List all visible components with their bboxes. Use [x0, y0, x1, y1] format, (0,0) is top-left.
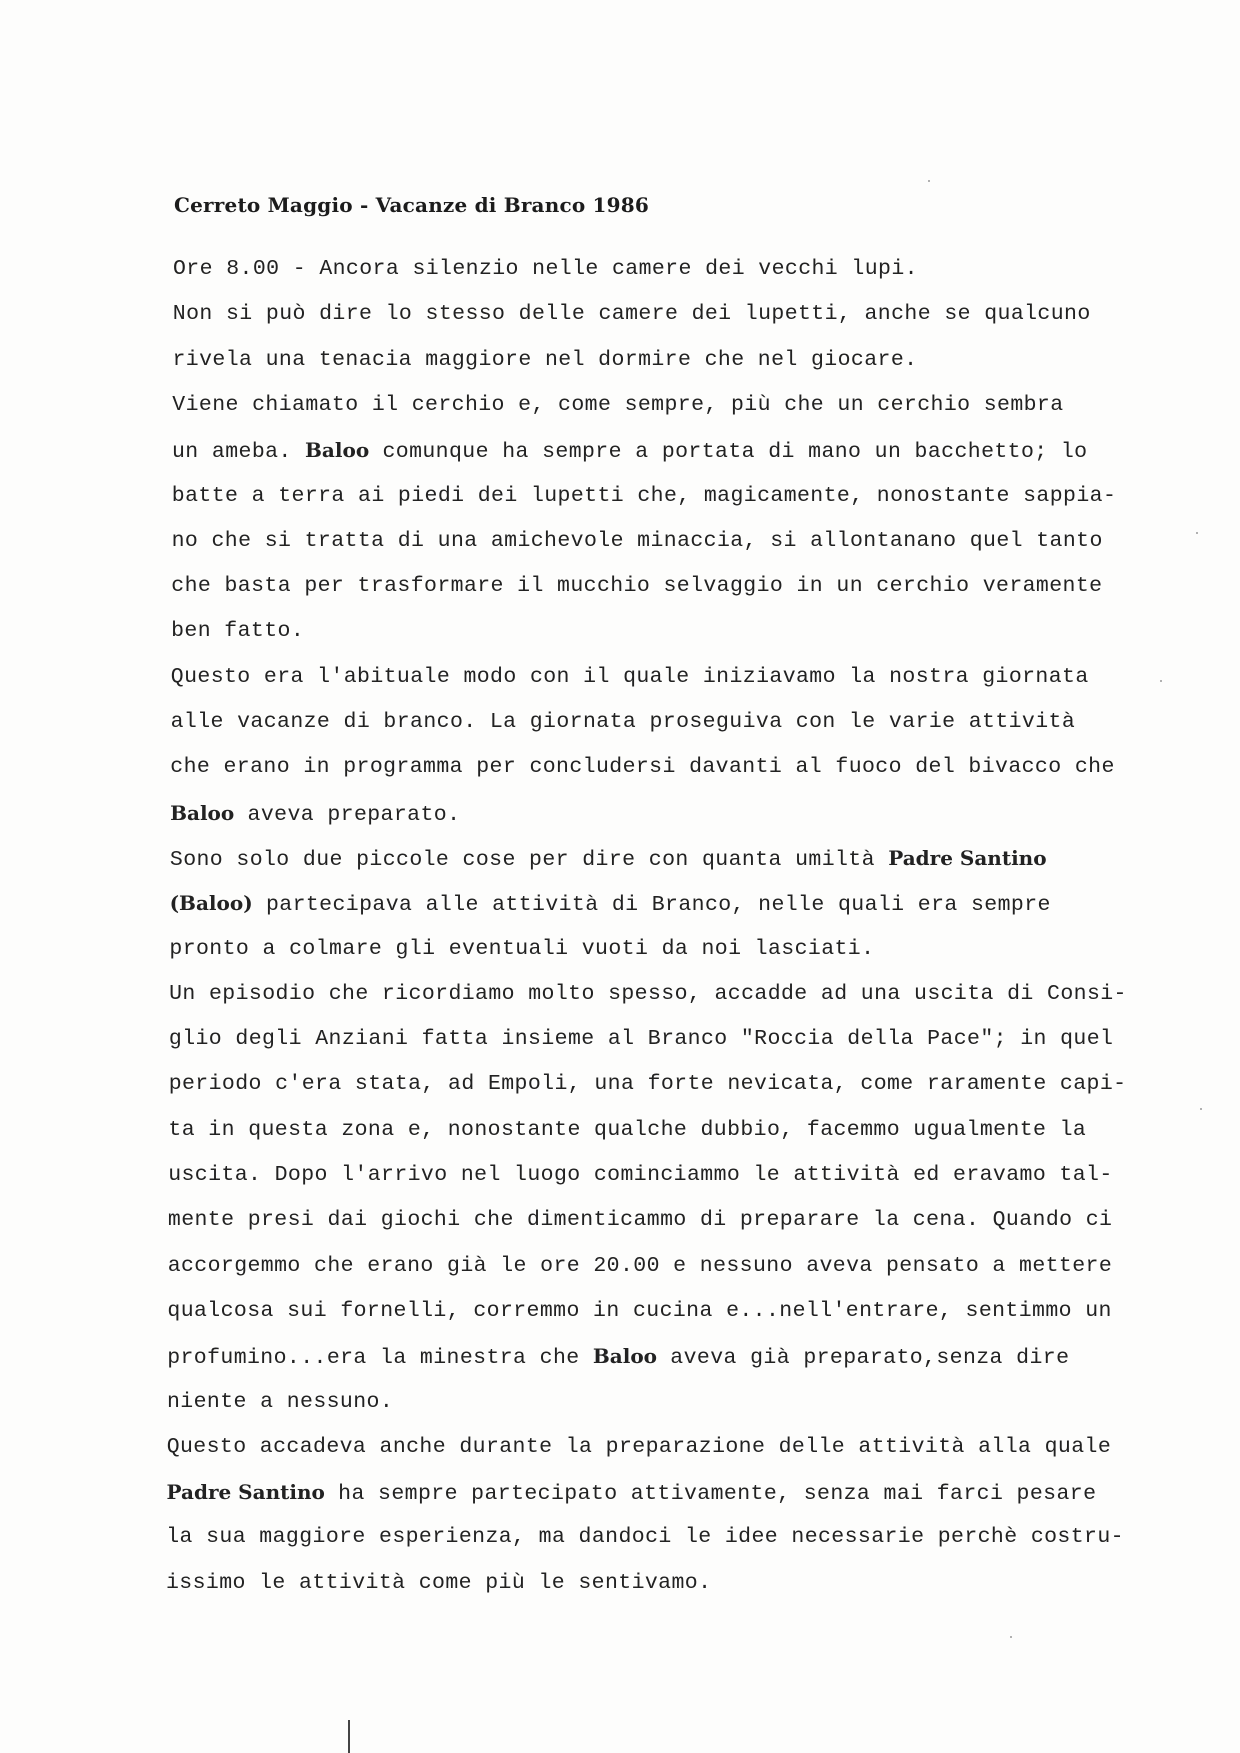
line-text: niente a nessuno. — [167, 1389, 394, 1414]
line-text: accorgemmo che erano già le ore 20.00 e nessuno aveva pensato a mettere — [167, 1253, 1113, 1278]
body-line — [167, 1435, 1111, 1459]
bold-name: Baloo — [592, 1344, 657, 1369]
body-line — [171, 619, 304, 643]
line-text: Viene chiamato il cerchio e, come sempre, più che un cerchio sembra — [172, 392, 1064, 417]
line-text: la sua maggiore esperienza, ma dandoci le idee necessarie perchè costru- — [166, 1525, 1124, 1550]
line-text: aveva preparato. — [234, 802, 461, 827]
line-text: periodo c'era stata, ad Empoli, una forte nevicata, come raramente capi- — [168, 1072, 1127, 1097]
line-text: alle vacanze di branco. La giornata proseguiva con le varie attività — [170, 710, 1076, 734]
line-text: profumino...era la minestra che — [167, 1346, 593, 1371]
body-line — [170, 891, 1051, 917]
line-text: Sono solo due piccole cose per dire con quanta umiltà — [169, 847, 889, 872]
body-line — [172, 529, 1103, 553]
body-line — [167, 1299, 1111, 1323]
body-line — [170, 801, 460, 827]
line-text: Questo era l'abituale modo con il quale iniziavamo la nostra giornata — [170, 664, 1089, 689]
body-line — [167, 1390, 393, 1414]
scan-speck — [1160, 680, 1162, 682]
body-line — [171, 665, 1089, 689]
line-text: qualcosa sui fornelli, corremmo in cucina e...nell'entrare, sentimmo un — [167, 1298, 1112, 1323]
scan-speck — [1196, 532, 1198, 534]
line-text: pronto a colmare gli eventuali vuoti da noi lasciati. — [169, 936, 875, 961]
body-line — [169, 937, 874, 961]
line-text: Non si può dire lo stesso delle camere dei lupetti, anche se qualcuno — [172, 302, 1091, 327]
body-line — [168, 1163, 1112, 1187]
body-line — [169, 1027, 1113, 1051]
body-line — [166, 1525, 1124, 1549]
body-line — [167, 1480, 1097, 1506]
body-line — [172, 484, 1116, 508]
body-line — [168, 1208, 1112, 1232]
scan-speck — [928, 180, 930, 182]
line-text: un ameba. — [172, 440, 306, 465]
line-text: che erano in programma per concludersi davanti al fuoco del bivacco che — [170, 755, 1115, 780]
body-line — [173, 348, 918, 372]
line-text: che basta per trasformare il mucchio selvaggio in un cerchio veramente — [171, 574, 1103, 599]
scan-speck — [1010, 1636, 1012, 1638]
line-text: issimo le attività come più le sentivamo. — [166, 1570, 712, 1595]
line-text: ta in questa zona e, nonostante qualche dubbio, facemmo ugualmente la — [168, 1117, 1087, 1142]
line-text: Un episodio che ricordiamo molto spesso, accadde ad una uscita di Consi- — [169, 981, 1127, 1006]
margin-mark — [348, 1720, 350, 1753]
body-line — [166, 1571, 711, 1595]
bold-name: Baloo — [170, 800, 235, 825]
body-line — [169, 1072, 1127, 1096]
line-text: ben fatto. — [171, 619, 305, 644]
body-line — [168, 1118, 1086, 1142]
line-text: comunque ha sempre a portata di mano un bacchetto; lo — [369, 440, 1088, 465]
body-line — [169, 982, 1127, 1006]
bold-name: Baloo — [305, 438, 370, 463]
line-text: glio degli Anziani fatta insieme al Branco "Roccia della Pace"; in quel — [168, 1027, 1114, 1052]
line-text: Questo accadeva anche durante la preparazione delle attività alla quale — [166, 1434, 1112, 1459]
body-line — [170, 846, 1047, 872]
line-text: aveva già preparato,senza dire — [657, 1346, 1070, 1371]
body-line — [171, 710, 1076, 734]
bold-name: Padre Santino — [888, 845, 1047, 870]
body-line — [168, 1254, 1112, 1278]
body-line — [173, 257, 918, 281]
bold-name: Padre Santino — [166, 1480, 325, 1505]
line-text: uscita. Dopo l'arrivo nel luogo cominciammo le attività ed eravamo tal- — [168, 1163, 1113, 1187]
line-text: partecipava alle attività di Branco, nelle quali era sempre — [252, 893, 1051, 918]
body-line — [171, 574, 1102, 598]
line-text: batte a terra ai piedi dei lupetti che, magicamente, nonostante sappia- — [171, 483, 1117, 508]
scan-speck — [1200, 1108, 1202, 1110]
document-title: Cerreto Maggio - Vacanze di Branco 1986 — [174, 193, 650, 217]
line-text: no che si tratta di una amichevole minaccia, si allontanano quel tanto — [171, 528, 1103, 553]
line-text: mente presi dai giochi che dimenticammo di preparare la cena. Quando ci — [167, 1208, 1113, 1233]
body-line — [167, 1344, 1069, 1370]
body-line — [170, 755, 1114, 779]
line-text: ha sempre partecipato attivamente, senza mai farci pesare — [324, 1482, 1097, 1507]
body-line — [172, 438, 1088, 464]
body-line — [173, 302, 1091, 326]
line-text: Ore 8.00 - Ancora silenzio nelle camere dei vecchi lupi. — [173, 257, 918, 281]
line-text: rivela una tenacia maggiore nel dormire che nel giocare. — [172, 347, 918, 372]
bold-name: (Baloo) — [169, 891, 253, 916]
body-line — [172, 393, 1063, 417]
